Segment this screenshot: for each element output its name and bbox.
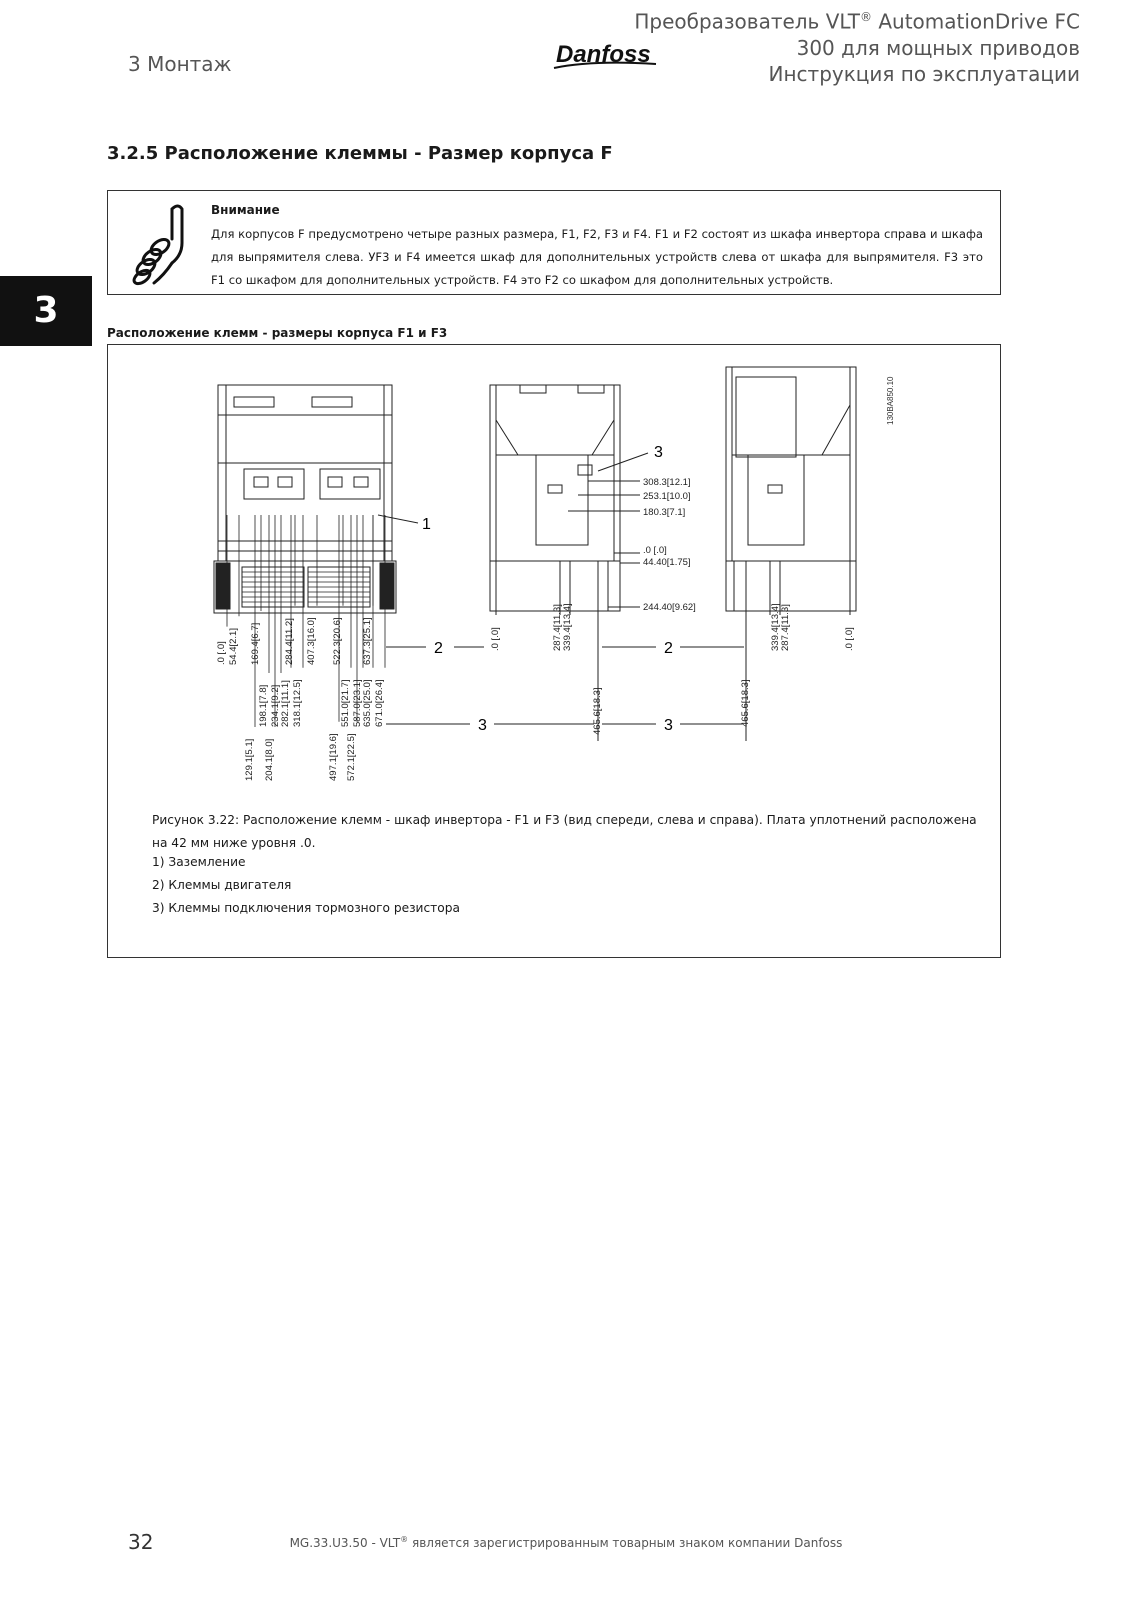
title-line-2: 300 для мощных приводов: [796, 35, 1080, 60]
legend-item-2: 2) Клеммы двигателя: [152, 878, 292, 892]
front-upper-label-1: 54.4[2.1]: [228, 628, 239, 665]
front-upper-label-2: 169.4[6.7]: [250, 622, 261, 665]
right-v-label-3: 465.6[18.3]: [740, 679, 751, 727]
figure-caption: Рисунок 3.22: Расположение клемм - шкаф инвертора - F1 и F3 (вид спереди, слева и справа). Плата уплотнений расположена на 42 мм ниже уровня .0.: [152, 813, 977, 850]
callout-3-top: 3: [654, 444, 663, 461]
front-lower-label-0: 129.1[5.1]: [244, 738, 255, 781]
footer-trademark: MG.33.U3.50 - VLT® является зарегистрированным товарным знаком компании Danfoss: [289, 1535, 843, 1550]
front-lower-label-3: 572.1[22.5]: [346, 733, 357, 781]
side-v-label-3: 465.6[18.3]: [592, 687, 603, 735]
front-lower-label-2: 497.1[19.6]: [328, 733, 339, 781]
title-line-1: Преобразователь VLT® AutomationDrive FC: [634, 9, 1080, 34]
drawing-code: 130BA850.10: [886, 376, 895, 425]
side-v-label-2: 339.4[13.4]: [562, 603, 573, 651]
front-upper-label-3: 284.4[11.2]: [284, 618, 295, 665]
front-upper-label-4: 407.3[16.0]: [306, 617, 317, 665]
front-mid-label-4: 551.0[21.7]: [340, 679, 351, 727]
front-dimension-labels-mid: [258, 679, 385, 727]
side-v-label-0: .0 [.0]: [490, 627, 501, 651]
front-mid-label-2: 282.1[11.1]: [280, 680, 291, 727]
side-view: [490, 385, 620, 611]
figure-heading: Расположение клемм - размеры корпуса F1 и F3: [107, 326, 448, 340]
side-v-label-1: 287.4[11.3]: [552, 604, 563, 651]
right-v-label-2: .0 [.0]: [844, 627, 855, 651]
page-number: 32: [128, 1530, 154, 1554]
front-upper-label-6: 637.3[25.1]: [362, 617, 373, 665]
side-h-label-5: 244.40[9.62]: [643, 602, 696, 613]
section-title: 3.2.5 Расположение клеммы - Размер корпуса F: [107, 143, 613, 164]
note-box: [107, 190, 1001, 295]
side-h-label-0: 308.3[12.1]: [643, 477, 691, 488]
right-v-label-0: 339.4[13.4]: [770, 603, 781, 651]
legend-item-3: 3) Клеммы подключения тормозного резистора: [152, 901, 460, 915]
front-mid-label-1: 234.1[9.2]: [270, 684, 281, 727]
side-h-label-3: .0 [.0]: [643, 545, 667, 556]
side-dimension-labels-horizontal: [643, 477, 696, 613]
front-dimension-labels-upper: [216, 617, 373, 665]
front-lower-label-1: 204.1[8.0]: [264, 738, 275, 781]
front-mid-label-0: 198.1[7.8]: [258, 684, 269, 727]
callout-3-left: 3: [478, 717, 487, 734]
right-v-label-1: 287.4[11.3]: [780, 604, 791, 651]
callout-2-right: 2: [664, 640, 673, 657]
chapter-header: 3 Монтаж: [128, 52, 232, 76]
side-h-label-2: 180.3[7.1]: [643, 507, 686, 518]
note-title: Внимание: [211, 203, 280, 217]
document-title: [560, 4, 1080, 87]
legend-item-1: 1) Заземление: [152, 855, 246, 869]
side-h-label-1: 253.1[10.0]: [643, 491, 691, 502]
callout-3-right: 3: [664, 717, 673, 734]
front-mid-label-3: 318.1[12.5]: [292, 679, 303, 727]
side-h-label-4: 44.40[1.75]: [643, 557, 691, 568]
callout-1: 1: [422, 516, 431, 533]
hand-warning-icon: [126, 199, 192, 287]
front-dimension-labels-lower: [244, 733, 357, 781]
callout-2-left: 2: [434, 640, 443, 657]
side-dimension-labels-vertical: [490, 603, 603, 735]
front-mid-label-7: 671.0[26.4]: [374, 679, 385, 727]
logo-text: Danfoss: [556, 41, 651, 68]
figure-box: [107, 344, 1001, 958]
front-upper-label-0: .0 [.0]: [216, 641, 227, 665]
front-view: [214, 385, 418, 613]
chapter-tab: 3: [0, 276, 92, 346]
right-dimension-labels-vertical: [740, 603, 855, 727]
terminal-layout-drawing: [108, 345, 1000, 815]
note-text: Для корпусов F предусмотрено четыре разных размера, F1, F2, F3 и F4. F1 и F2 состоят из шкафа инвертора справа и шкафа для выпрямителя слева. УF3 и F4 имеется шкаф для дополнительных устройств слева от шкафа для выпрямителя. F3 это F1 со шкафом для дополнительных устройств. F4 это F2 со шкафом для дополнительных устройств.: [211, 227, 983, 287]
front-upper-label-5: 522.3[20.6]: [332, 617, 343, 665]
title-line-3: Инструкция по эксплуатации: [768, 61, 1080, 86]
front-mid-label-5: 587.0[23.1]: [352, 679, 363, 727]
front-mid-label-6: 635.0[25.0]: [362, 679, 373, 727]
